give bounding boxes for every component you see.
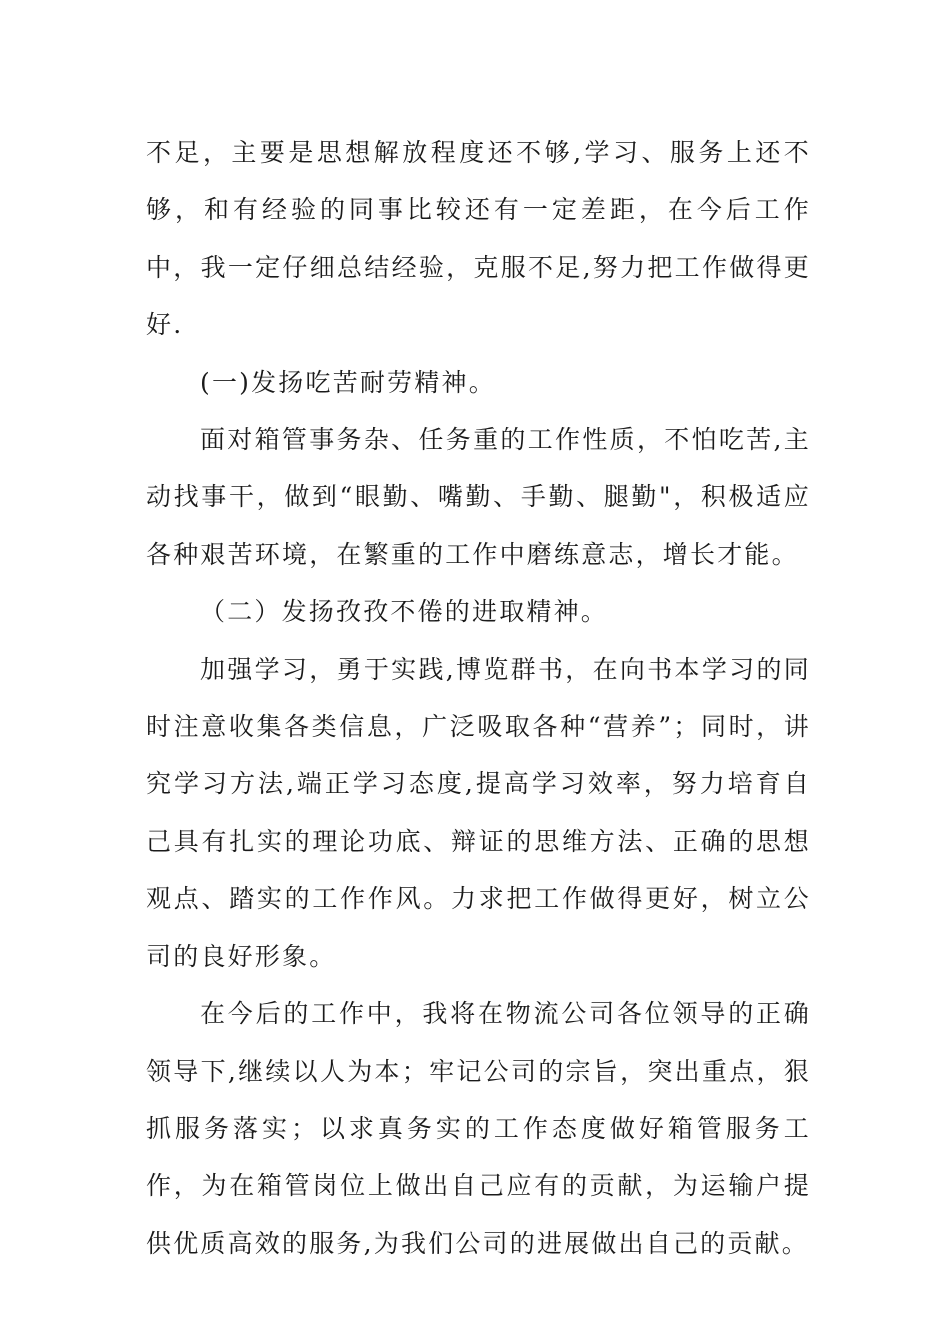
section-heading-1: (一)发扬吃苦耐劳精神。 (200, 367, 496, 397)
paragraph-1: 不足，主要是思想解放程度还不够,学习、服务上还不够，和有经验的同事比较还有一定差距，在今后工作中，我一定仔细总结经验，克服不足,努力把工作做得更好. (146, 138, 811, 340)
paragraph-3: 加强学习，勇于实践,博览群书，在向书本学习的同时注意收集各类信息，广泛吸取各种“营养”；同时，讲究学习方法,端正学习态度,提高学习效率，努力培育自己具有扎实的理论功底、辩证的思维方法、正确的思想观点、踏实的工作作风。力求把工作做得更好，树立公司的良好形象。 (146, 654, 811, 971)
paragraph-4: 在今后的工作中，我将在物流公司各位领导的正确领导下,继续以人为本；牢记公司的宗旨，突出重点，狠抓服务落实；以求真务实的工作态度做好箱管服务工作，为在箱管岗位上做出自己应有的贡献，为运输户提供优质高效的服务,为我们公司的进展做出自己的贡献。 (146, 999, 811, 1258)
section-heading-2: （二）发扬孜孜不倦的进取精神。 (200, 597, 609, 627)
paragraph-2: 面对箱管事务杂、任务重的工作性质，不怕吃苦,主动找事干，做到“眼勤、嘴勤、手勤、腿勤"，积极适应各种艰苦环境，在繁重的工作中磨练意志，增长才能。 (146, 425, 811, 569)
document-body (146, 124, 811, 1272)
